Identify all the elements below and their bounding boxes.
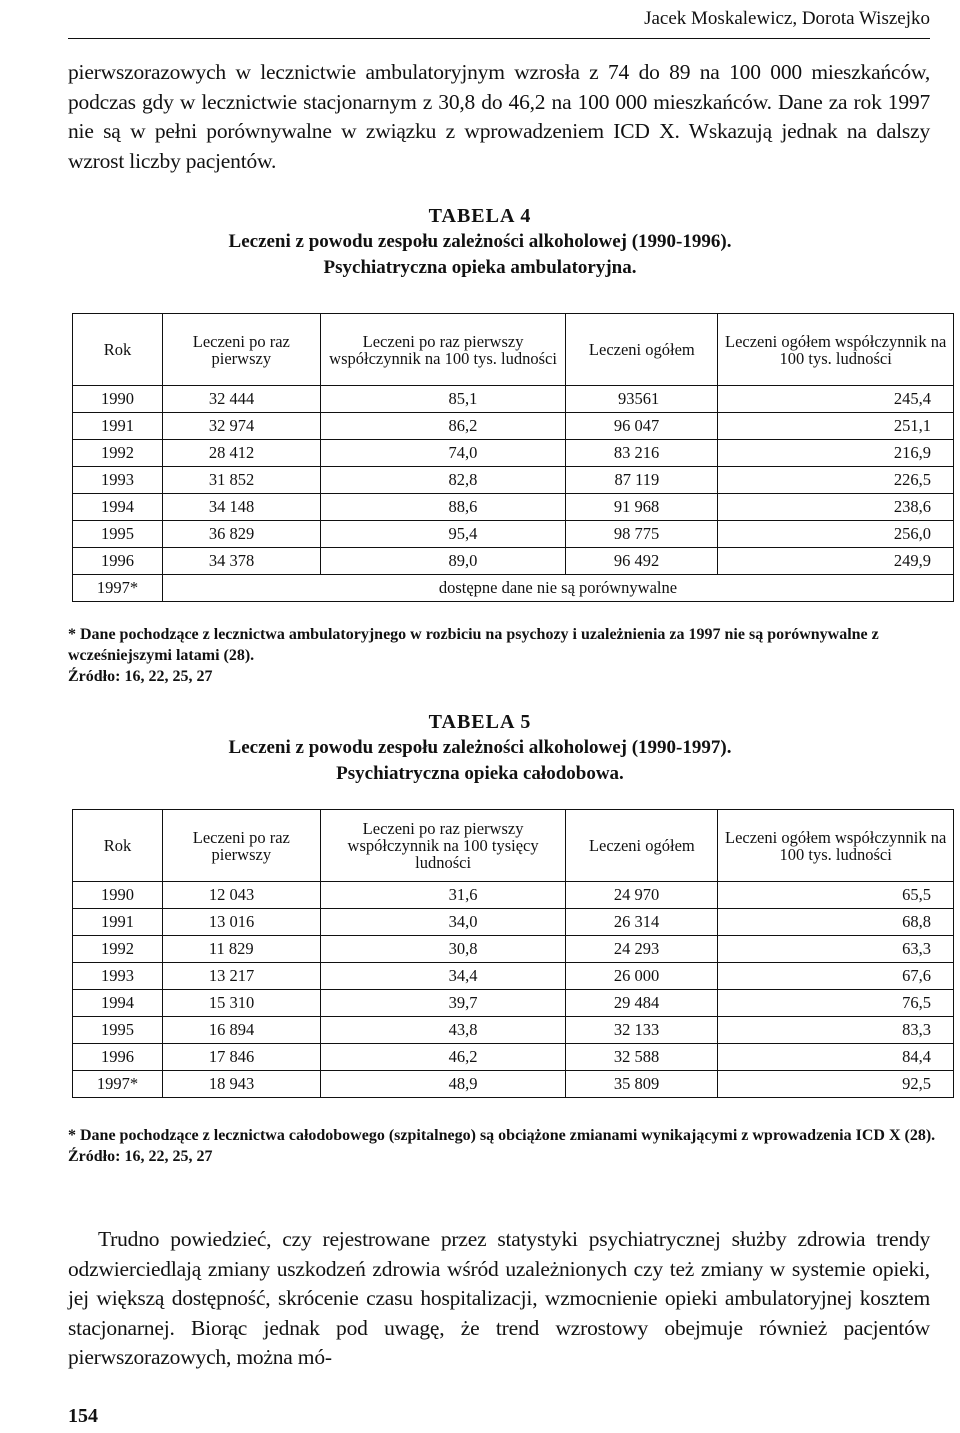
row-value-cell: 16 894 — [162, 1017, 320, 1044]
table4 — [72, 313, 954, 602]
table5-header-cell: Leczeni po raz pierwszy współczynnik na 100 tysięcy ludności — [320, 810, 566, 882]
table4-header-cell: Leczeni po raz pierwszy współczynnik na 100 tys. ludności — [320, 314, 566, 386]
row-value-cell: 83,3 — [718, 1017, 954, 1044]
row-note-cell: dostępne dane nie są porównywalne — [162, 575, 953, 602]
table5-header-cell: Leczeni ogółem współczynnik na 100 tys. ludności — [718, 810, 954, 882]
row-value-cell: 36 829 — [162, 521, 320, 548]
table5 — [72, 809, 954, 1098]
table-row — [73, 575, 954, 602]
table4-header-cell: Leczeni ogółem współczynnik na 100 tys. ludności — [718, 314, 954, 386]
row-value-cell: 82,8 — [320, 467, 566, 494]
row-value-cell: 245,4 — [718, 386, 954, 413]
table4-source: Źródło: 16, 22, 25, 27 — [68, 668, 213, 685]
row-value-cell: 74,0 — [320, 440, 566, 467]
row-value-cell: 76,5 — [718, 990, 954, 1017]
table-row — [73, 386, 954, 413]
row-value-cell: 85,1 — [320, 386, 566, 413]
row-value-cell: 30,8 — [320, 936, 566, 963]
running-header: Jacek Moskalewicz, Dorota Wiszejko — [644, 8, 930, 29]
row-value-cell: 43,8 — [320, 1017, 566, 1044]
table5-label: TABELA 5 — [428, 711, 532, 733]
table-row — [73, 936, 954, 963]
table4-caption — [0, 203, 960, 281]
table5-caption — [0, 709, 960, 787]
row-value-cell: 13 016 — [162, 909, 320, 936]
row-value-cell: 18 943 — [162, 1071, 320, 1098]
row-value-cell: 63,3 — [718, 936, 954, 963]
row-value-cell: 13 217 — [162, 963, 320, 990]
table-row — [73, 440, 954, 467]
page-number: 154 — [68, 1405, 98, 1427]
row-year-cell: 1990 — [73, 882, 163, 909]
table-row — [73, 548, 954, 575]
table4-header-cell: Leczeni ogółem — [566, 314, 718, 386]
row-value-cell: 17 846 — [162, 1044, 320, 1071]
table5-footnote: * Dane pochodzące z lecznictwa całodobowego (szpitalnego) są obciążone zmianami wynikającymi z wprowadzenia ICD X (28). — [68, 1127, 936, 1144]
row-value-cell: 26 000 — [566, 963, 718, 990]
row-value-cell: 84,4 — [718, 1044, 954, 1071]
table5-subtitle: Psychiatryczna opieka całodobowa. — [336, 763, 624, 784]
table5-header-cell: Rok — [73, 810, 163, 882]
row-value-cell: 98 775 — [566, 521, 718, 548]
row-value-cell: 92,5 — [718, 1071, 954, 1098]
row-value-cell: 39,7 — [320, 990, 566, 1017]
intro-paragraph — [68, 58, 930, 176]
table-row — [73, 963, 954, 990]
row-value-cell: 34 378 — [162, 548, 320, 575]
table4-footnote: * Dane pochodzące z lecznictwa ambulatoryjnego w rozbiciu na psychozy i uzależnienia za 1997 nie są porównywalne z wcześniejszymi latami (28). — [68, 626, 879, 664]
closing-paragraph-text: Trudno powiedzieć, czy rejestrowane przez statystyki psychiatrycznej służby zdrowia trendy odzwierciedlają zmiany uszkodzeń zdrowia wśród uzależnionych czy też zmiany w systemie opieki, jej większą dostępność, skrócenie czasu hospitalizacji, wzmocnienie opieki ambulatoryjnej kosztem stacjonarnej. Biorąc jednak pod uwagę, że trend wzrostowy obejmuje również pacjentów pierwszorazowych, można mó- — [68, 1227, 930, 1369]
table-row — [73, 1044, 954, 1071]
row-value-cell: 31,6 — [320, 882, 566, 909]
row-year-cell: 1996 — [73, 548, 163, 575]
table5-source: Źródło: 16, 22, 25, 27 — [68, 1148, 213, 1165]
row-year-cell: 1994 — [73, 494, 163, 521]
row-value-cell: 12 043 — [162, 882, 320, 909]
row-value-cell: 11 829 — [162, 936, 320, 963]
row-value-cell: 34,4 — [320, 963, 566, 990]
row-value-cell: 256,0 — [718, 521, 954, 548]
row-value-cell: 24 970 — [566, 882, 718, 909]
table5-title: Leczeni z powodu zespołu zależności alkoholowej (1990-1997). — [228, 737, 732, 758]
table-row — [73, 521, 954, 548]
row-year-cell: 1997* — [73, 1071, 163, 1098]
row-year-cell: 1997* — [73, 575, 163, 602]
header-rule — [68, 38, 930, 39]
table5-body — [73, 882, 954, 1098]
table4-subtitle: Psychiatryczna opieka ambulatoryjna. — [323, 257, 637, 278]
row-value-cell: 249,9 — [718, 548, 954, 575]
row-value-cell: 34,0 — [320, 909, 566, 936]
row-value-cell: 87 119 — [566, 467, 718, 494]
row-value-cell: 83 216 — [566, 440, 718, 467]
row-value-cell: 238,6 — [718, 494, 954, 521]
row-value-cell: 67,6 — [718, 963, 954, 990]
row-value-cell: 34 148 — [162, 494, 320, 521]
row-year-cell: 1994 — [73, 990, 163, 1017]
row-value-cell: 32 444 — [162, 386, 320, 413]
row-value-cell: 65,5 — [718, 882, 954, 909]
table-row — [73, 882, 954, 909]
table4-label: TABELA 4 — [428, 205, 532, 227]
row-value-cell: 28 412 — [162, 440, 320, 467]
intro-paragraph-text: pierwszorazowych w lecznictwie ambulatoryjnym wzrosła z 74 do 89 na 100 000 mieszkańców, podczas gdy w lecznictwie stacjonarnym z 30,8 do 46,2 na 100 000 mieszkańców. Dane za rok 1997 nie są w pełni porównywalne w związku z wprowadzeniem ICD X. Wskazują jednak na dalszy wzrost liczby pacjentów. — [68, 60, 930, 173]
row-value-cell: 95,4 — [320, 521, 566, 548]
row-year-cell: 1993 — [73, 467, 163, 494]
row-value-cell: 32 133 — [566, 1017, 718, 1044]
table-row — [73, 413, 954, 440]
row-year-cell: 1990 — [73, 386, 163, 413]
row-value-cell: 91 968 — [566, 494, 718, 521]
row-value-cell: 31 852 — [162, 467, 320, 494]
table4-header-cell: Leczeni po raz pierwszy — [162, 314, 320, 386]
table4-title: Leczeni z powodu zespołu zależności alkoholowej (1990-1996). — [228, 231, 732, 252]
row-value-cell: 86,2 — [320, 413, 566, 440]
table4-header-cell: Rok — [73, 314, 163, 386]
row-value-cell: 251,1 — [718, 413, 954, 440]
row-value-cell: 216,9 — [718, 440, 954, 467]
table5-notes — [68, 1125, 948, 1167]
row-value-cell: 88,6 — [320, 494, 566, 521]
table4-body — [73, 386, 954, 602]
row-value-cell: 32 974 — [162, 413, 320, 440]
row-value-cell: 93561 — [566, 386, 718, 413]
closing-paragraph — [68, 1225, 930, 1373]
row-value-cell: 89,0 — [320, 548, 566, 575]
row-value-cell: 226,5 — [718, 467, 954, 494]
row-year-cell: 1996 — [73, 1044, 163, 1071]
table-row — [73, 909, 954, 936]
row-value-cell: 68,8 — [718, 909, 954, 936]
table-row — [73, 990, 954, 1017]
row-value-cell: 26 314 — [566, 909, 718, 936]
table4-notes — [68, 624, 948, 687]
row-value-cell: 15 310 — [162, 990, 320, 1017]
table-row — [73, 1017, 954, 1044]
row-year-cell: 1992 — [73, 440, 163, 467]
row-year-cell: 1991 — [73, 413, 163, 440]
table5-header-cell: Leczeni po raz pierwszy — [162, 810, 320, 882]
table-row — [73, 494, 954, 521]
row-year-cell: 1995 — [73, 1017, 163, 1044]
row-value-cell: 96 492 — [566, 548, 718, 575]
row-value-cell: 35 809 — [566, 1071, 718, 1098]
row-value-cell: 46,2 — [320, 1044, 566, 1071]
row-year-cell: 1993 — [73, 963, 163, 990]
row-value-cell: 96 047 — [566, 413, 718, 440]
row-value-cell: 29 484 — [566, 990, 718, 1017]
row-year-cell: 1995 — [73, 521, 163, 548]
row-value-cell: 48,9 — [320, 1071, 566, 1098]
table-row — [73, 467, 954, 494]
row-year-cell: 1991 — [73, 909, 163, 936]
table5-header-cell: Leczeni ogółem — [566, 810, 718, 882]
row-value-cell: 24 293 — [566, 936, 718, 963]
row-year-cell: 1992 — [73, 936, 163, 963]
row-value-cell: 32 588 — [566, 1044, 718, 1071]
table-row — [73, 1071, 954, 1098]
